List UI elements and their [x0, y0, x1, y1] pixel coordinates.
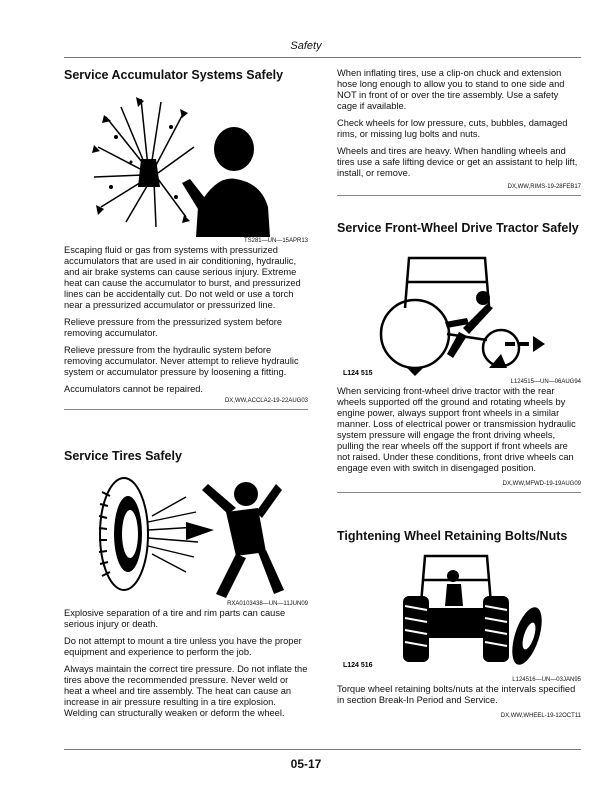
mfwd-title: Service Front-Wheel Drive Tractor Safely — [337, 221, 579, 235]
right-column — [337, 68, 581, 196]
page-number: 05-17 — [290, 757, 322, 771]
tires-paragraph: Always maintain the correct tire pressure. Do not inflate the tires above the recommended pressure. Never weld or heat a wheel and tire assembly. The heat can cause an increase in air pressure resulting in a tire explosion. Welding can structurally weaken or deform the wheel. — [64, 664, 308, 718]
tires-paragraph: Explosive separation of a tire and rim parts can cause serious injury or death. — [64, 608, 286, 629]
mfwd-figure-label: L124 515 — [343, 370, 373, 377]
bolts-title: Tightening Wheel Retaining Bolts/Nuts — [337, 529, 568, 543]
left-column — [64, 68, 308, 410]
mfwd-caption: L124515—UN—06AUG94 — [510, 379, 581, 385]
wheel-bolts-illustration — [337, 550, 581, 676]
bolts-figure — [337, 550, 581, 676]
tires-title: Service Tires Safely — [64, 449, 182, 463]
bolts-caption: L124516—UN—03JAN95 — [512, 677, 581, 683]
mfwd-figure — [337, 236, 581, 378]
accumulator-paragraph: Relieve pressure from the pressurized system before removing accumulator. — [64, 317, 283, 338]
right-column-bolts — [337, 529, 581, 720]
footer-rule — [64, 749, 581, 750]
page-header: Safety — [290, 40, 322, 52]
accumulator-caption: TS281—UN—15APR13 — [243, 238, 308, 244]
tires-cont-paragraph: When inflating tires, use a clip-on chuck and extension hose long enough to allow you to stand to one side and NOT in front of or over the tire assembly. Use a safety cage if available. — [337, 68, 565, 111]
section-separator — [64, 409, 308, 410]
bolts-ref: DX,WW,WHEEL-19-12OCT11 — [500, 713, 581, 719]
accumulator-paragraph: Relieve pressure from the hydraulic system before removing accumulator. Never attempt to relieve hydraulic system or accumulator pressure by loosening a fitting. — [64, 345, 299, 377]
accumulator-paragraph: Accumulators cannot be repaired. — [64, 384, 204, 394]
right-column-mfwd — [337, 221, 581, 493]
accumulator-explosion-illustration — [86, 87, 286, 237]
mfwd-ref: DX,WW,MFWD-19-19AUG09 — [502, 481, 581, 487]
accumulator-title: Service Accumulator Systems Safely — [64, 68, 284, 82]
mfwd-paragraph: When servicing front-wheel drive tractor with the rear wheels supported off the ground and rotating wheels by engine power, always support front wheels in a similar manner. Loss of electrical power or transmission hydraulic system pressure will engage the front driving wheels, pulling the rear wheels off the support if front wheels are not raised. Under these conditions, front drive wheels can engage even with switch in disengaged position. — [337, 386, 576, 473]
accumulator-paragraph: Escaping fluid or gas from systems with pressurized accumulators that are used in air conditioning, hydraulic, and air brake systems can cause serious injury. Extreme heat can cause the accumulator to burst, and pressurized lines can be accidentally cut. Do not weld or use a torch near a pressurized accumulator or pressurized line. — [64, 245, 301, 310]
tires-paragraph: Do not attempt to mount a tire unless you have the proper equipment and experience to perform the job. — [64, 636, 302, 657]
tire-explosion-illustration — [86, 472, 286, 600]
header-rule — [64, 57, 581, 58]
mfwd-tractor-illustration — [337, 236, 581, 378]
accumulator-ref: DX,WW,ACCLA2-19-22AUG03 — [224, 398, 308, 404]
tires-cont-ref: DX,WW,RIMS-19-28FEB17 — [507, 184, 581, 190]
left-column-tires — [64, 449, 308, 725]
section-separator — [337, 195, 581, 196]
bolts-paragraph: Torque wheel retaining bolts/nuts at the intervals specified in section Break-In Period and Service. — [337, 684, 576, 705]
bolts-figure-label: L124 516 — [343, 662, 373, 669]
tires-cont-paragraph: Wheels and tires are heavy. When handling wheels and tires use a safe lifting device or get an assistant to help lift, install, or remove. — [337, 146, 578, 178]
tires-caption: RXA0103438—UN—11JUN09 — [227, 601, 308, 607]
tires-cont-paragraph: Check wheels for low pressure, cuts, bubbles, damaged rims, or missing lug bolts and nuts. — [337, 118, 568, 139]
section-separator — [337, 492, 581, 493]
